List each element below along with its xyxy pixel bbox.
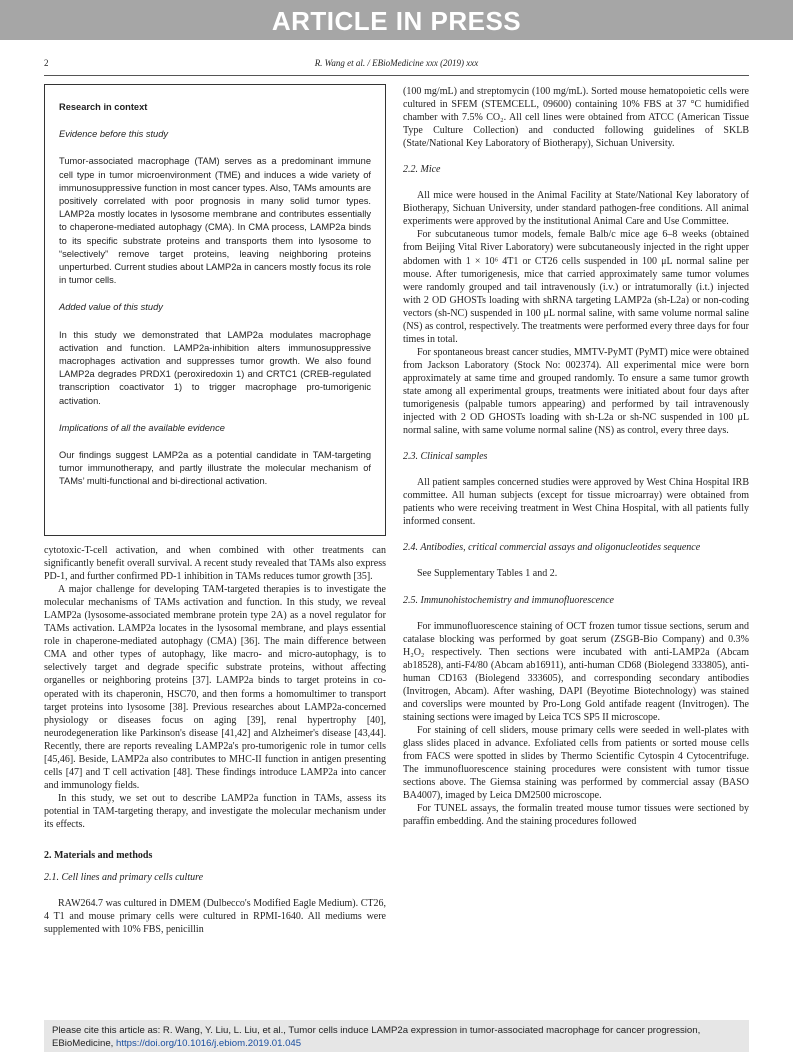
paragraph: For immunofluorescence staining of OCT frozen tumor tissue sections, serum and catalase blocking was performed by goat serum (ZSGB-Bio Company) and 0.3% H₂O₂ respectively. Then sections were incubated with anti-LAMP2a (Abcam ab18528), anti-F4/80 (Abcam ab16911), anti-human CD68 (Biolegend 333805), anti-human CD163 (Biolegend 333605), and corresponding secondary antibodies (Invitrogen, Abcam). After washing, DAPI (Beyotime Biotechnology) was stained and coverslips were mounted by Pro-Long Gold antifade reagent (Invitrogen). The staining sections were imaged by Leica TCS SP5 II microscope.: [403, 620, 749, 723]
box-heading-evidence: Evidence before this study: [59, 129, 169, 140]
paragraph: All mice were housed in the Animal Facility at State/National Key laboratory of Biotherapy, Sichuan University, under standard pathogen-free conditions. All animal experiments were approved by the institutional Animal Care and Use Committee.: [403, 190, 749, 228]
paragraph: (100 mg/mL) and streptomycin (100 mg/mL). Sorted mouse hematopoietic cells were cultured in SFEM (STEMCELL, 09600) containing 10% FBS at 37 °C humidified chamber with 7.5% CO₂. All cell lines were obtained from ATCC (American Tissue Type Culture Collection) and conducted following guidelines of SKLB (State/National Key Laboratory of Biotherapy), Sichuan University.: [403, 86, 749, 150]
left-column: [44, 544, 386, 936]
article-in-press-banner: ARTICLE IN PRESS: [0, 0, 793, 40]
page-number: 2: [44, 58, 49, 68]
running-header: [44, 58, 749, 74]
box-heading-implications: Implications of all the available evidence: [59, 422, 225, 433]
paragraph: For staining of cell sliders, mouse primary cells were seeded in well-plates with glass slides placed in advance. Exfoliated cells from patients or sorted mouse cells from FACS were spotted in slides by Thermo Scientific Cytospin 4 Cytocentrifuge. The immunofluorescence staining procedures were consistent with tumor tissue sections above. The Giemsa staining was performed by commercial assay (BASO BA4007), imaged by Leica DM2500 microscope.: [403, 724, 749, 802]
citation-text: Please cite this article as: R. Wang, Y. Liu, L. Liu, et al., Tumor cells induce LAMP2a expression in tumor-associated macrophage for cancer progression, EBioMedicine,: [52, 1025, 701, 1049]
subsection-heading: 2.5. Immunohistochemistry and immunofluorescence: [403, 594, 614, 606]
journal-reference: R. Wang et al. / EBioMedicine xxx (2019) xxx: [314, 58, 479, 68]
paragraph: See Supplementary Tables 1 and 2.: [417, 568, 558, 580]
box-text-implications: Our findings suggest LAMP2a as a potential candidate in TAM-targeting tumor immunotherapy, and partly illustrate the molecular mechanism of TAMs’ multi-functional and bi-directional activation.: [59, 450, 371, 487]
box-title: Research in context: [59, 102, 148, 112]
section-heading-methods: 2. Materials and methods: [44, 850, 153, 862]
subsection-heading: 2.1. Cell lines and primary cells culture: [44, 872, 204, 884]
paragraph: For spontaneous breast cancer studies, MMTV-PyMT (PyMT) mice were obtained from Jackson Laboratory (Stock No: 002374). All experimental mice were born approximately at same time and grouped randomly. To ensure a same tumor growth state among all experimental groups, treatments were initiated about four days after tumorigenesis (palpable tumors appearing) and performed by tail intravenously injected with 2 OD GHOSTs loading with sh-L2a or sh-NC suspended in 100 μL normal saline, with same volume normal saline (NS) as control, every three days.: [403, 346, 749, 437]
subsection-heading: 2.4. Antibodies, critical commercial assays and oligonucleotides sequence: [403, 542, 701, 554]
citation-footer: [44, 1020, 749, 1052]
header-rule: [44, 75, 749, 76]
subsection-heading: 2.3. Clinical samples: [403, 451, 488, 463]
subsection-heading: 2.2. Mice: [403, 164, 441, 176]
box-heading-added-value: Added value of this study: [59, 302, 163, 313]
paragraph: RAW264.7 was cultured in DMEM (Dulbecco's Modified Eagle Medium). CT26, 4 T1 and mouse primary cells were cultured in RPMI-1640. All mediums were supplemented with 10% FBS, penicillin: [44, 898, 386, 936]
paragraph: cytotoxic-T-cell activation, and when combined with other treatments can significantly benefit overall survival. A recent study revealed that TAMs also express PD-1, and further confirmed PD-1 inhibition in TAMs reduces tumor growth [35].: [44, 545, 386, 583]
box-text-added-value: In this study we demonstrated that LAMP2a modulates macrophage activation and function. LAMP2a-inhibition alters immunosuppressive macrophages activation and suppresses tumor growth. We also found LAMP2a degrades PRDX1 (peroxiredoxin 1) and CRTC1 (CREB-regulated transcription coactivator 1) to trigger macrophage pro-tumorigenic activation.: [59, 329, 371, 406]
right-column: [403, 85, 749, 828]
paragraph: All patient samples concerned studies were approved by West China Hospital IRB committee. All human subjects (except for tissue microarray) were obtained from patients who were receiving treatment in West China Hospital, with all patients fully informed consent.: [403, 477, 749, 528]
paragraph: In this study, we set out to describe LAMP2a function in TAMs, assess its potential in TAM-targeting therapy, and investigate the molecular mechanism under its effects.: [44, 792, 386, 830]
doi-link[interactable]: https://doi.org/10.1016/j.ebiom.2019.01.045: [116, 1038, 302, 1049]
paragraph: For subcutaneous tumor models, female Balb/c mice age 6–8 weeks (obtained from Beijing Vital River Laboratory) were subcutaneously injected in the right upper abdomen with 1 × 10⁶ 4T1 or CT26 cells suspended in 100 μL normal saline per mouse. After tumorigenesis, mice that carried approximately same tumor volumes were randomly grouped and tail intravenously (i.v.) or intratumorally (i.t.) injected with 2 OD GHOSTs loading with shRNA targeting LAMP2a (sh-L2a) or non-coding vectors (sh-NC) suspended in 100 μL normal saline, with same volume normal saline (NS) as control, respectively. The treatments were performed every three days for four times in total.: [403, 229, 749, 345]
research-in-context-box: [44, 84, 386, 536]
box-text-evidence: Tumor-associated macrophage (TAM) serves as a predominant immune cell type in tumor microenvironment (TME) and induces a wide variety of immunosuppressive function in most cancer types. Also, TAMs amounts are positively correlated with poor prognosis in many solid tumor types. LAMP2a mostly locates in lysosome membrane and contributes essentially to chaperone-mediated autophagy (CMA). In CMA process, LAMP2a binds to its specific substrate proteins and transports them into lysosome to “selectively” remove target proteins, leaving neighboring proteins unperturbed. Current studies about LAMP2a in cancers mostly focus its role in tumor cells.: [59, 156, 371, 286]
paragraph: A major challenge for developing TAM-targeted therapies is to investigate the molecular mechanisms of TAMs activation and function. In this study, we reveal LAMP2a (lysosome-associated membrane protein type 2A) as a novel regulator for TAMs activation. LAMP2a locates in the lysosomal membrane, and plays essential role in chaperone-mediated autophagy (CMA) [36]. The main difference between CMA and other types of autophagy, like macro- and micro-autophagy, is to selectively target and degrade specific substrate proteins, without affecting organelles or neighboring proteins [37]. LAMP2a binds to target proteins in co-operated with its chaperonin, HSC70, and then forms a homomultimer to transport target proteins into lysosome [38]. Previous researches about LAMP2a-concerned physiology or diseases focus on aging [39], renal hypertrophy [40], neurodegeneration like Parkinson's disease [41,42] and Alzheimer's disease [43,44]. Recently, there are reports revealing LAMP2a's pro-tumorigenic role in tumor cells [45,46]. Beside, LAMP2a also contributes to MHC-II function in antigen presenting cells [47] and T cell activation [48]. These findings introduce LAMP2a into cancer and immunology fields.: [44, 584, 386, 791]
paragraph: For TUNEL assays, the formalin treated mouse tumor tissues were sectioned by paraffin embedding. And the staining procedures followed: [403, 803, 749, 828]
